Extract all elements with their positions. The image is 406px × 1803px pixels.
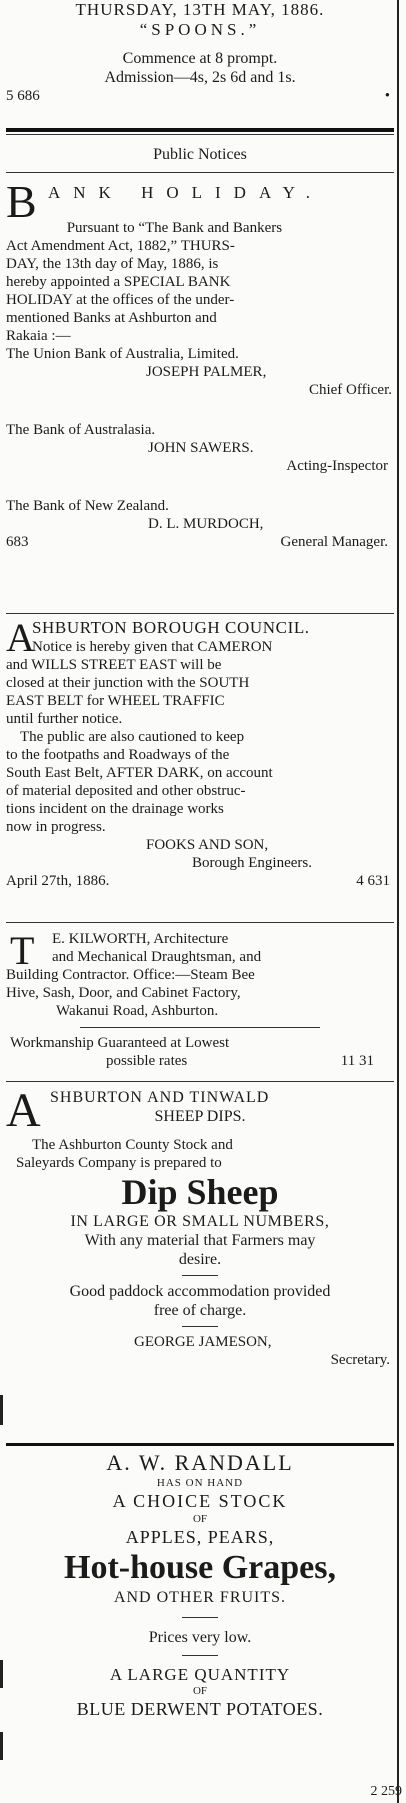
body-line: until further notice. — [6, 711, 123, 727]
body-line: and WILLS STREET EAST will be — [6, 657, 222, 673]
notice-date: April 27th, 1886. — [6, 873, 110, 889]
dropcap: A — [6, 615, 35, 660]
body-line: Notice is hereby given that CAMERON — [32, 639, 273, 655]
sheep-intro: The Ashburton County Stock and — [32, 1137, 233, 1153]
divider-thin — [6, 134, 394, 135]
divider-short — [80, 1027, 320, 1028]
body-line: Act Amendment Act, 1882,” THURS- — [6, 238, 235, 254]
body-line: and Mechanical Draughtsman, and — [52, 949, 262, 965]
signer-role: Chief Officer. — [308, 382, 392, 398]
sheep-sub: desire. — [178, 1251, 222, 1268]
signer-role: Borough Engineers. — [192, 855, 312, 871]
sheep-headline: Dip Sheep — [121, 1172, 279, 1212]
randall-has: HAS ON HAND — [156, 1477, 244, 1489]
left-edge-fragment — [0, 1395, 3, 1425]
divider-thin — [6, 172, 394, 173]
bank-holiday-notice — [6, 177, 394, 551]
body-line: now in progress. — [6, 819, 106, 835]
sheep-title: SHEEP DIPS. — [154, 1108, 246, 1125]
signer-name: GEORGE JAMESON, — [134, 1334, 272, 1350]
signer-name: JOSEPH PALMER, — [146, 364, 267, 380]
ad-date: THURSDAY, 13TH MAY, 1886. — [75, 0, 325, 19]
divider-short — [182, 1275, 218, 1276]
body-line: tions incident on the drainage works — [6, 801, 224, 817]
body-line: HOLIDAY at the offices of the under- — [6, 292, 235, 308]
sheep-sub: With any material that Farmers may — [84, 1232, 316, 1249]
body-line: EAST BELT for WHEEL TRAFFIC — [6, 693, 225, 709]
ad-ref: 5 686 — [6, 88, 40, 104]
randall-grapes: Hot-house Grapes, — [64, 1549, 336, 1586]
bank-name: The Bank of New Zealand. — [6, 498, 169, 514]
divider-thin — [6, 613, 394, 614]
randall-apples: APPLES, PEARS, — [125, 1527, 275, 1547]
body-line: Rakaia :— — [6, 328, 71, 344]
bullet-mark: • — [384, 88, 390, 104]
sheep-sub: IN LARGE OR SMALL NUMBERS, — [70, 1213, 330, 1230]
notice-ref: 683 — [6, 534, 29, 550]
divider-short — [182, 1617, 218, 1618]
sheep-intro: Saleyards Company is prepared to — [16, 1155, 222, 1171]
left-edge-fragment — [0, 1660, 3, 1688]
section-heading: Public Notices — [153, 146, 247, 163]
body-line: DAY, the 13th day of May, 1886, is — [6, 256, 219, 272]
body-line: Pursuant to “The Bank and Bankers — [66, 220, 283, 236]
randall-name: A. W. RANDALL — [106, 1450, 294, 1475]
randall-of: OF — [192, 1685, 208, 1697]
dropcap: A — [6, 1084, 41, 1137]
right-column-rule — [397, 0, 399, 1803]
bank-name: The Bank of Australasia. — [6, 422, 156, 438]
randall-large: A LARGE QUANTITY — [109, 1665, 291, 1684]
bank-holiday-title: ANK HOLIDAY. — [48, 183, 324, 202]
divider-thick — [6, 1443, 394, 1446]
signer-name: FOOKS AND SON, — [146, 837, 269, 853]
sheep-paddock: free of charge. — [153, 1302, 247, 1319]
body-line: of material deposited and other obstruc- — [6, 783, 246, 799]
ad-ref: 11 31 — [340, 1053, 374, 1069]
left-edge-fragment — [0, 1732, 3, 1760]
dropcap: T — [10, 928, 35, 973]
body-line: hereby appointed a SPECIAL BANK — [6, 274, 231, 290]
randall-ad — [6, 1450, 394, 1720]
randall-prices: Prices very low. — [148, 1629, 252, 1646]
body-line: closed at their junction with the SOUTH — [6, 675, 250, 691]
sheep-title: SHBURTON AND TINWALD — [50, 1089, 270, 1106]
borough-council-notice — [6, 616, 394, 890]
randall-potatoes: BLUE DERWENT POTATOES. — [76, 1699, 324, 1719]
body-line: Wakanui Road, Ashburton. — [56, 1003, 219, 1019]
ad-ref: 2 259 — [370, 1784, 402, 1799]
randall-choice: A CHOICE STOCK — [112, 1491, 288, 1511]
ad-admission: Admission—4s, 2s 6d and 1s. — [104, 69, 296, 86]
randall-other: AND OTHER FRUITS. — [113, 1589, 287, 1606]
signer-name: JOHN SAWERS. — [148, 440, 254, 456]
kilworth-ad — [6, 930, 394, 1070]
divider-thick — [6, 128, 394, 132]
sheep-paddock: Good paddock accommodation provided — [69, 1283, 331, 1300]
sheep-dips-ad — [6, 1084, 394, 1369]
divider-thin — [6, 922, 394, 923]
divider-short — [182, 1326, 218, 1327]
ad-title: “SPOONS.” — [139, 20, 261, 39]
body-line: E. KILWORTH, Architecture — [52, 931, 229, 947]
body-line: to the footpaths and Roadways of the — [6, 747, 230, 763]
notice-ref: 4 631 — [356, 873, 390, 889]
body-line: The public are also cautioned to keep — [20, 729, 245, 745]
bank-holiday-body — [6, 219, 394, 345]
body-line: Hive, Sash, Door, and Cabinet Factory, — [6, 985, 241, 1001]
bank-name: The Union Bank of Australia, Limited. — [6, 346, 239, 362]
divider-thin — [6, 1081, 394, 1082]
dropcap: B — [6, 176, 37, 227]
divider-short — [182, 1655, 218, 1656]
randall-of: OF — [192, 1513, 208, 1525]
body-line: South East Belt, AFTER DARK, on account — [6, 765, 273, 781]
borough-body — [6, 638, 394, 836]
guarantee-line: Workmanship Guaranteed at Lowest — [10, 1035, 230, 1051]
body-line: mentioned Banks at Ashburton and — [6, 310, 217, 326]
body-line: Building Contractor. Office:—Steam Bee — [6, 967, 255, 983]
signer-name: D. L. MURDOCH, — [148, 516, 264, 532]
guarantee-line: possible rates — [106, 1053, 188, 1069]
signer-role: General Manager. — [280, 534, 388, 550]
borough-title: SHBURTON BOROUGH COUNCIL. — [32, 618, 310, 637]
signer-role: Secretary. — [330, 1352, 390, 1368]
signer-role: Acting-Inspector — [286, 458, 388, 474]
spoons-ad — [6, 0, 394, 106]
ad-commence: Commence at 8 prompt. — [122, 50, 278, 67]
